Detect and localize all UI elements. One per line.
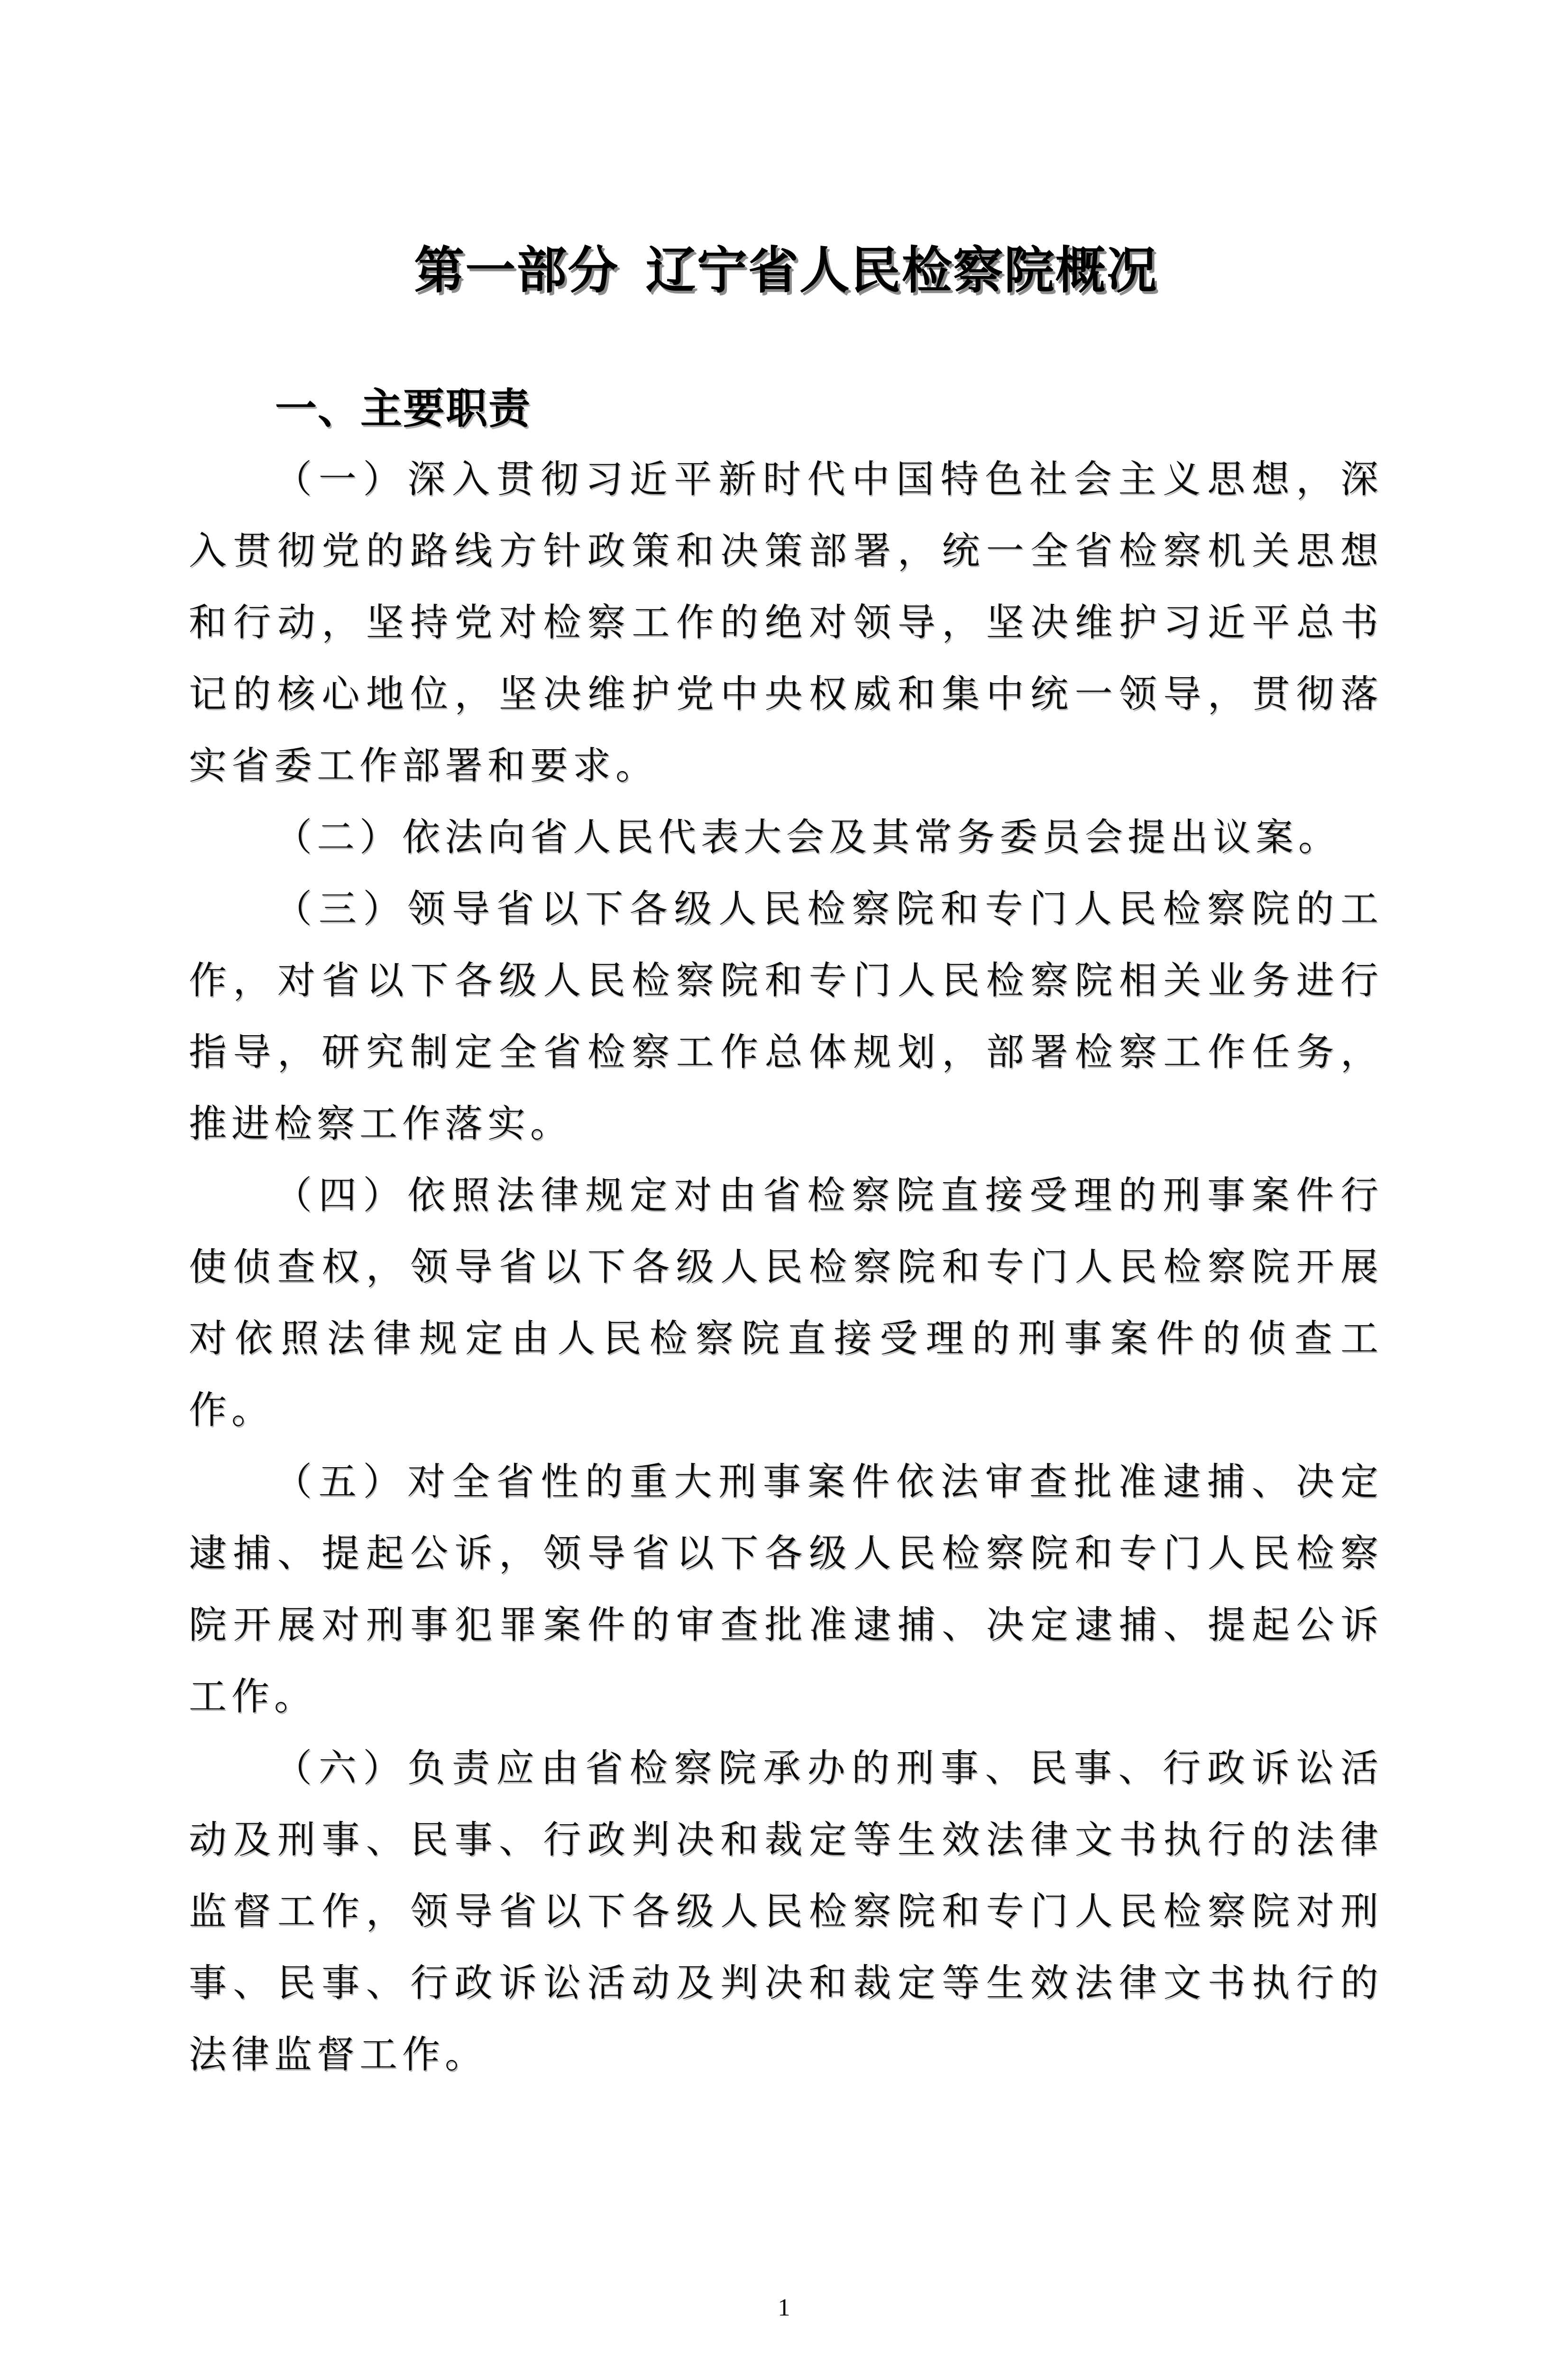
paragraph: （四）依照法律规定对由省检察院直接受理的刑事案件行使侦查权，领导省以下各级人民检察院和专门人民检察院开展对依照法律规定由人民检察院直接受理的刑事案件的侦查工作。 — [189, 1175, 1383, 1432]
section-heading: 一、主要职责 — [275, 385, 532, 432]
paragraph: （三）领导省以下各级人民检察院和专门人民检察院的工作，对省以下各级人民检察院和专门人民检察院相关业务进行指导，研究制定全省检察工作总体规划，部署检察工作任务，推进检察工作落实。 — [189, 889, 1383, 1145]
paragraph: （二）依法向省人民代表大会及其常务委员会提出议案。 — [274, 817, 1341, 859]
page-number: 1 — [778, 2294, 790, 2321]
paragraph: （六）负责应由省检察院承办的刑事、民事、行政诉讼活动及刑事、民事、行政判决和裁定等生效法律文书执行的法律监督工作，领导省以下各级人民检察院和专门人民检察院对刑事、民事、行政诉讼活动及判决和裁定等生效法律文书执行的法律监督工作。 — [189, 1748, 1383, 2076]
page-title: 第一部分 辽宁省人民检察院概况 — [414, 243, 1158, 299]
paragraph: （一）深入贯彻习近平新时代中国特色社会主义思想，深入贯彻党的路线方针政策和决策部署，统一全省检察机关思想和行动，坚持党对检察工作的绝对领导，坚决维护习近平总书记的核心地位，坚决维护党中央权威和集中统一领导，贯彻落实省委工作部署和要求。 — [189, 459, 1383, 787]
document-page — [0, 233, 1568, 2371]
body-paragraphs — [189, 444, 1383, 2091]
paragraph: （五）对全省性的重大刑事案件依法审查批准逮捕、决定逮捕、提起公诉，领导省以下各级人民检察院和专门人民检察院开展对刑事犯罪案件的审查批准逮捕、决定逮捕、提起公诉工作。 — [189, 1461, 1383, 1718]
